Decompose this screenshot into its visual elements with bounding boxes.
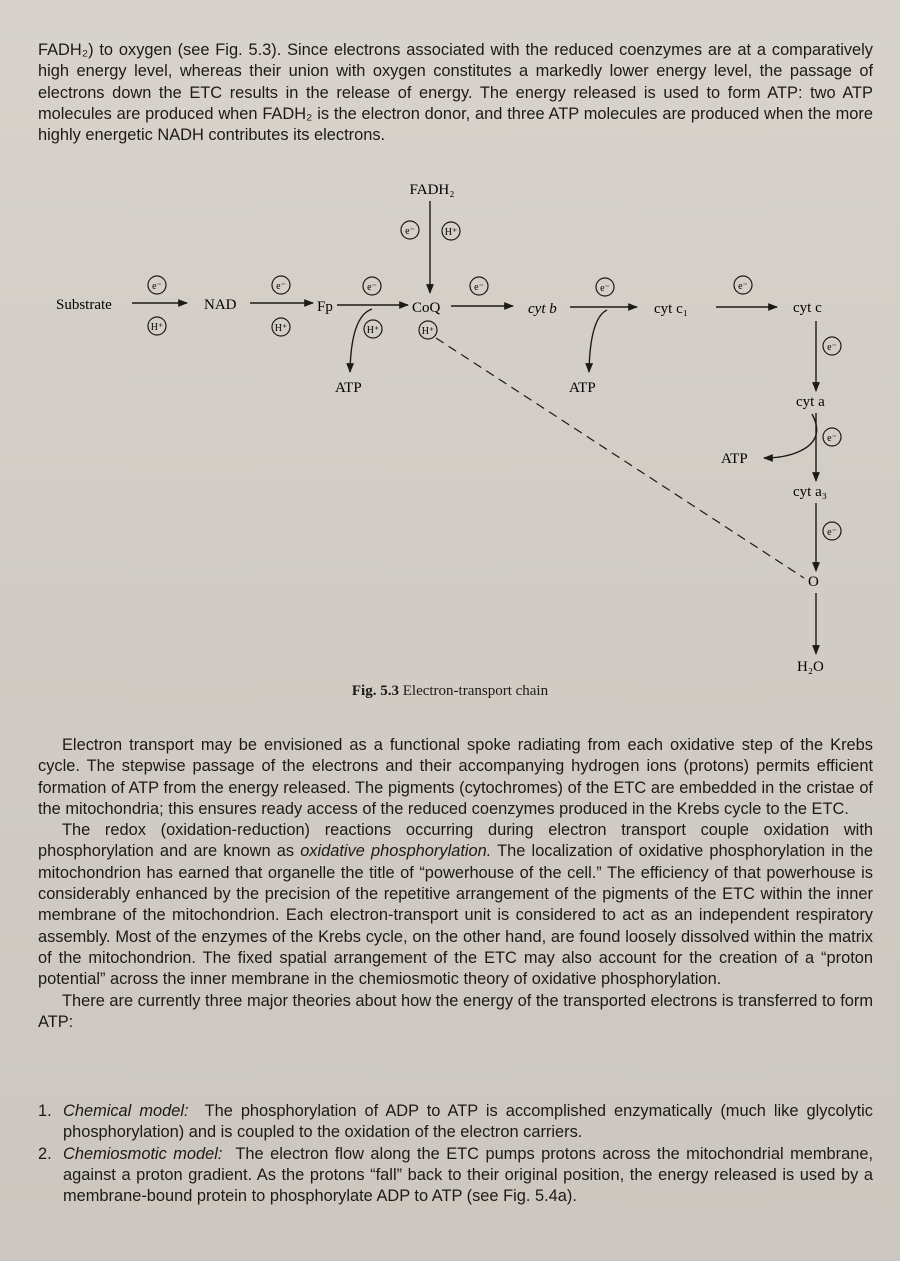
oxidative-phosphorylation-term: oxidative phosphorylation. [300,842,492,861]
node-fp: Fp [317,299,333,315]
electron-badge [823,337,841,355]
electron-badge [470,277,488,295]
redox-paragraph [38,820,873,990]
electron-symbol: e⁻ [827,527,837,538]
node-nad: NAD [204,297,237,313]
node-fadh2: FADH₂ [409,182,455,198]
atp-branch-2 [589,310,607,372]
node-h2o: H₂O [797,659,824,675]
proton-badge [419,321,437,339]
proton-symbol: H⁺ [150,322,164,333]
node-cyt-b: cyt b [528,301,557,317]
atp-branch-3 [764,414,817,458]
list-item [38,1101,873,1144]
theory-text: The phosphorylation of ADP to ATP is accomplished enzymatically (much like glycolytic phosphorylation) and is coupled to the oxidation of the electron carriers. [63,1102,873,1142]
node-substrate: Substrate [56,297,112,313]
electron-transport-paragraph: Electron transport may be envisioned as a functional spoke radiating from each oxidative step of the Krebs cycle. The stepwise passage of the electrons and their accompanying hydrogen ions (protons) permits efficient formation of ATP from the energy released. The pigments (cytochromes) of the ETC are embedded in the cristae of the mitochondria; this ensures ready access of the reduced coenzymes produced in the Krebs cycle to the ETC. [38,736,873,818]
body-text [38,735,873,1033]
proton-badge [442,222,460,240]
electron-symbol: e⁻ [738,281,748,292]
electron-symbol: e⁻ [600,283,610,294]
node-o: O [808,574,819,590]
electron-symbol: e⁻ [152,281,162,292]
proton-dashed-path [436,338,804,578]
electron-badge [363,277,381,295]
node-cyt-c1: cyt c₁ [654,301,688,317]
proton-symbol: H⁺ [366,325,380,336]
electron-badge [272,276,290,294]
electron-badge [596,278,614,296]
electron-badge [734,276,752,294]
node-cyt-a: cyt a [796,394,825,410]
redox-text-after: The localization of oxidative phosphorylation in the mitochondrion has earned that organelle the title of “powerhouse of the cell.” The efficiency of that powerhouse is considerably enhanced by the precision of the repetitive arrangement of the pigments of the ETC within the inner membrane of the mitochondrion. Each electron-transport unit is considered to act as an independent respiratory assembly. Most of the enzymes of the Krebs cycle, on the other hand, are found loosely dissolved within the matrix of the mitochondrion. The fixed spatial arrangement of the ETC may also account for the creation of a “proton potential” across the inner membrane in the chemiosmotic theory of oxidative phosphorylation. [38,842,873,989]
list-item-number: 1. [38,1102,52,1120]
electron-badge [823,428,841,446]
proton-badge [364,320,382,338]
theory-title: Chemical model: [63,1102,189,1120]
theory-text: The electron flow along the ETC pumps protons across the mitochondrial membrane, against a proton gradient. As the protons “fall” back to their original position, the energy released is used by a membrane-bound protein to phosphorylate ADP to ATP (see Fig. 5.4a). [63,1144,873,1206]
atp-label-3: ATP [721,451,748,467]
electron-badge [401,221,419,239]
node-coq: CoQ [412,300,441,316]
list-item [38,1144,873,1208]
redox-text-before: The redox (oxidation-reduction) reactions occurring during electron transport couple oxidation with phosphorylation and are known as [38,821,873,861]
proton-badge [272,318,290,336]
atp-label-1: ATP [335,380,362,396]
electron-symbol: e⁻ [405,226,415,237]
atp-label-2: ATP [569,380,596,396]
electron-symbol: e⁻ [276,281,286,292]
electron-symbol: e⁻ [367,282,377,293]
atp-branch-1 [350,309,372,372]
node-cyt-c: cyt c [793,300,822,316]
figure-caption [0,683,900,700]
theory-title: Chemiosmotic model: [63,1144,223,1163]
proton-symbol: H⁺ [274,323,288,334]
list-item-number: 2. [38,1144,52,1163]
proton-badge [148,317,166,335]
electron-symbol: e⁻ [474,282,484,293]
node-cyt-a3: cyt a₃ [793,484,827,500]
theories-intro-paragraph: There are currently three major theories about how the energy of the transported electrons is transferred to form ATP: [38,991,873,1031]
electron-badge [148,276,166,294]
proton-symbol: H⁺ [421,326,435,337]
electron-symbol: e⁻ [827,342,837,353]
electron-badge [823,522,841,540]
proton-symbol: H⁺ [444,227,458,238]
intro-text: FADH₂) to oxygen (see Fig. 5.3). Since electrons associated with the reduced coenzymes are at a comparatively high energy level, whereas their union with oxygen constitutes a markedly lower energy level, the passage of electrons down the ETC results in the release of energy. The energy released is used to form ATP: two ATP molecules are produced when FADH₂ is the electron donor, and three ATP molecules are produced when the more highly energetic NADH contributes its electrons. [38,41,873,145]
figure-caption-label: Fig. 5.3 [351,683,399,699]
theories-list [38,1101,873,1207]
electron-symbol: e⁻ [827,433,837,444]
figure-caption-text: Electron-transport chain [402,683,549,699]
